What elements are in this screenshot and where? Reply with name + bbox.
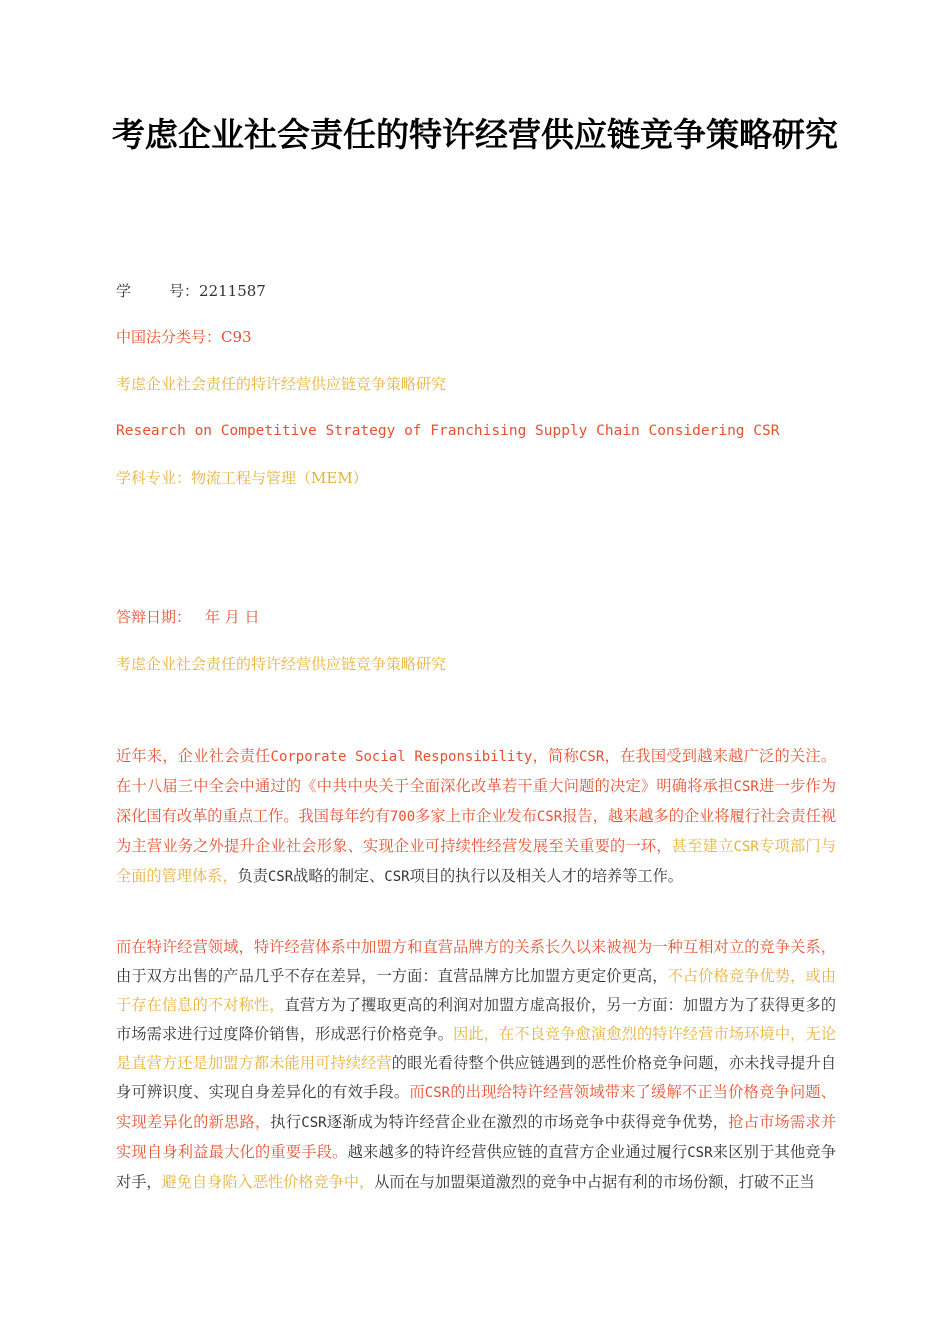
p1-text: ，简称 (532, 747, 579, 765)
p2-text: 避免自身陷入恶性价格竞争中， (161, 1173, 375, 1191)
p1-text: 进一步作为深化国有改革的重点工作。我国每年约有 (116, 777, 837, 825)
classification-value: C93 (221, 328, 252, 346)
p1-text: CSR (733, 839, 759, 855)
p1-text: 多家上市企业发布 (415, 807, 537, 825)
student-id-label-b: 号： (169, 282, 200, 300)
p1-text: 近年来，企业社会责任 (116, 747, 271, 765)
p2-text: 而 (409, 1083, 425, 1101)
p1-text: CSR (578, 749, 605, 765)
intro-paragraph-2 (116, 933, 836, 1197)
student-id-line (116, 281, 266, 301)
p1-text: Corporate Social Responsibility (270, 749, 533, 765)
p1-text: CSR (384, 869, 410, 885)
p1-text: 报告，越来越多的企业将履行社会责任视为主营业务之外提升企业社会形象、实现企业可持续性经营发展至关重要的一环， (116, 807, 837, 855)
intro-paragraph-1 (116, 742, 836, 892)
p1-text: CSR (536, 809, 563, 825)
major-label: 学科专业： (116, 469, 192, 487)
page-title: 考虑企业社会责任的特许经营供应链竞争策略研究 (112, 115, 838, 154)
p2-text: 来区别于其他竞争对手， (116, 1143, 837, 1191)
classification-line (116, 327, 252, 347)
major-value: 物流工程与管理（MEM） (191, 469, 368, 487)
p1-text: CSR (733, 779, 759, 795)
p2-text: 不占价格竞争优势，或由于存在信息的不对称性， (116, 967, 837, 1014)
p2-text: 由于双方出售的产品几乎不存在差异，一方面：直营品牌方比加盟方更定价更高， (116, 967, 668, 985)
p1-text: 专项部门与全面的管理体系， (116, 837, 837, 885)
defense-date-line (116, 607, 260, 627)
p1-text: CSR (267, 869, 294, 885)
thesis-title-en: Research on Competitive Strategy of Franchising Supply Chain Considering CSR (116, 423, 780, 439)
p2-text: 执行 (270, 1113, 302, 1131)
p2-text: 逐渐成为特许经营企业在激烈的市场竞争中获得竞争优势， (326, 1113, 729, 1131)
p2-text: 的眼光看待整个供应链遇到的恶性价格竞争问题，亦未找寻提升自身可辨识度、实现自身差异化的有效手段。 (116, 1054, 837, 1101)
p2-text: 的出现给特许经营领域带来了缓解不正当价格竞争问题、实现差异化的新思路， (116, 1083, 837, 1131)
p1-text: 项目的执行以及相关人才的培养等工作。 (409, 867, 683, 885)
p1-text: ，在我国受到越来越广泛的关注。在十八届三中全会中通过的《中共中央关于全面深化改革若干重大问题的决定》明确将承担 (116, 747, 837, 795)
p1-text: 战略的制定、 (293, 867, 385, 885)
p2-text: 抢占市场需求并实现自身利益最大化的重要手段。 (116, 1113, 837, 1161)
p2-text: 越来越多的特许经营供应链的直营方企业通过履行 (347, 1143, 688, 1161)
thesis-title-cn-repeat: 考虑企业社会责任的特许经营供应链竞争策略研究 (116, 655, 447, 673)
classification-label: 中国法分类号： (116, 328, 222, 346)
defense-date-label: 答辩日期： (116, 608, 192, 626)
student-id-value: 2211587 (199, 282, 266, 300)
p1-text: 700 (389, 809, 416, 825)
p1-text: 甚至建立 (671, 837, 734, 855)
thesis-title-cn: 考虑企业社会责任的特许经营供应链竞争策略研究 (116, 375, 447, 393)
student-id-label-a: 学 (116, 282, 132, 300)
p2-text: CSR (301, 1115, 327, 1131)
p2-text: CSR (424, 1085, 451, 1101)
major-line (116, 468, 368, 488)
p2-text: 而在特许经营领域，特许经营体系中加盟方和直营品牌方的关系长久以来被视为一种互相对立的竞争关系， (116, 938, 836, 956)
p2-text: CSR (687, 1145, 713, 1161)
p2-text: 因此，在不良竞争愈演愈烈的特许经营市场环境中，无论是直营方还是加盟方都未能用可持续经营 (116, 1025, 837, 1072)
p2-text: 直营方为了攫取更高的利润对加盟方虚高报价，另一方面：加盟方为了获得更多的市场需求进行过度降价销售，形成恶行价格竞争。 (116, 996, 837, 1043)
p2-text: 从而在与加盟渠道激烈的竞争中占据有利的市场份额，打破不正当 (374, 1173, 815, 1191)
defense-date-value: 年 月 日 (205, 608, 260, 626)
p1-text: 负责 (237, 867, 268, 885)
